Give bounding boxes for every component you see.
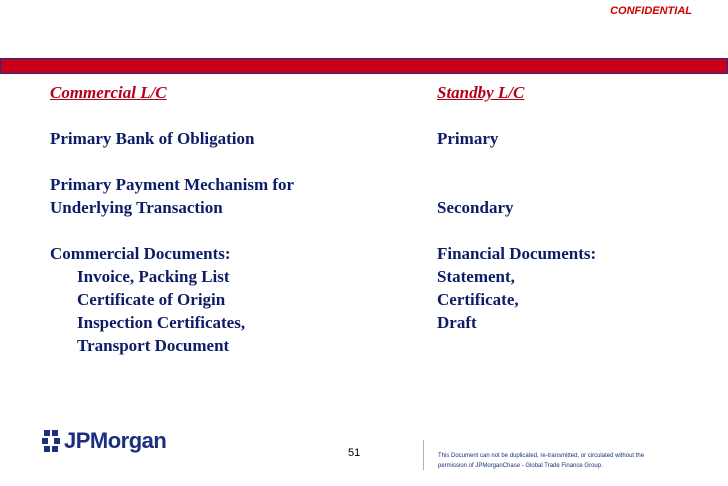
jpmorgan-octagon-icon	[40, 428, 62, 454]
jpmorgan-logo	[40, 428, 166, 454]
commercial-lc-doc-item: Invoice, Packing List	[77, 267, 230, 286]
page-number: 51	[348, 447, 361, 459]
commercial-lc-docs-heading: Commercial Documents:	[50, 244, 231, 263]
standby-lc-doc-item: Certificate,	[437, 290, 519, 309]
standby-lc-doc-item: Draft	[437, 313, 477, 332]
footer-disclaimer	[438, 451, 678, 471]
commercial-lc-payment-line1: Primary Payment Mechanism for	[50, 175, 295, 194]
commercial-lc-column	[50, 81, 294, 357]
header-band	[0, 58, 728, 74]
commercial-lc-payment-line2: Underlying Transaction	[50, 198, 223, 217]
standby-lc-payment: Secondary	[437, 198, 514, 217]
standby-lc-doc-item: Statement,	[437, 267, 515, 286]
footer-divider	[423, 440, 424, 470]
disclaimer-line2: permission of JPMorganChase - Global Trade Finance Group.	[438, 463, 603, 469]
commercial-lc-doc-item: Transport Document	[77, 336, 230, 355]
commercial-lc-bank: Primary Bank of Obligation	[50, 129, 255, 148]
disclaimer-line1: This Document can not be duplicated, re-transmitted, or circulated without the	[438, 453, 645, 459]
jpmorgan-wordmark: JPMorgan	[64, 428, 167, 453]
standby-lc-bank: Primary	[437, 129, 499, 148]
standby-lc-title: Standby L/C	[437, 83, 525, 102]
commercial-lc-doc-item: Inspection Certificates,	[77, 313, 246, 332]
commercial-lc-title: Commercial L/C	[50, 83, 167, 102]
standby-lc-column	[437, 81, 596, 334]
confidential-label: CONFIDENTIAL	[610, 5, 692, 17]
standby-lc-docs-heading: Financial Documents:	[437, 244, 597, 263]
commercial-lc-doc-item: Certificate of Origin	[77, 290, 226, 309]
